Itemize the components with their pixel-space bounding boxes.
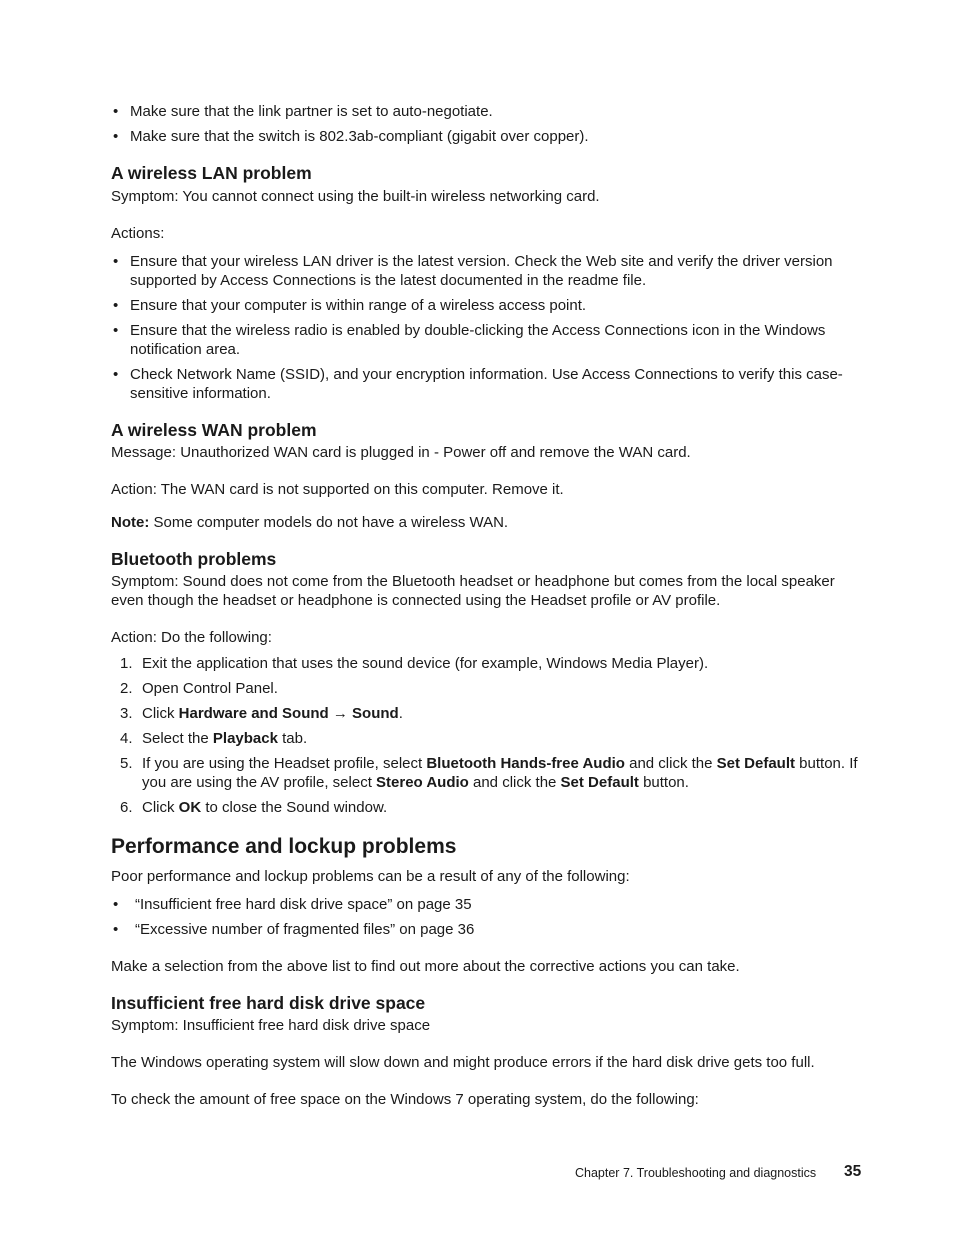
button-name-set-default: Set Default [716, 755, 796, 772]
step-number: 1. [120, 655, 133, 672]
step-text: and click the [468, 774, 561, 791]
step-text: Click [142, 705, 179, 722]
list-item: • Ensure that the wireless radio is enabled by double-clicking the Access Connections icon in the Windows notification area. [111, 321, 863, 359]
note-label: Note: [111, 514, 150, 531]
step-number: 5. [120, 755, 133, 772]
option-bluetooth-hands-free-audio: Bluetooth Hands-free Audio [426, 755, 625, 772]
link-fragmented-files[interactable]: • “Excessive number of fragmented files” on page 36 [111, 920, 863, 939]
section-heading-wireless-lan: A wireless LAN problem [111, 163, 312, 183]
step-text: and click the [624, 755, 717, 772]
step-text: tab. [277, 730, 308, 747]
step-3 [111, 704, 863, 723]
button-name-set-default: Set Default [560, 774, 639, 791]
symptom-text: Symptom: You cannot connect using the built-in wireless networking card. [111, 188, 600, 205]
section-heading-bluetooth: Bluetooth problems [111, 549, 277, 569]
paragraph: To check the amount of free space on the Windows 7 operating system, do the following: [111, 1091, 699, 1108]
step-text: Select the [142, 730, 213, 747]
actions-label: Actions: [111, 225, 165, 242]
menu-path-hardware-and-sound: Hardware and Sound [178, 705, 329, 722]
step-number: 6. [120, 799, 133, 816]
list-item: • Ensure that your computer is within range of a wireless access point. [111, 296, 863, 315]
link-insufficient-disk-space[interactable]: • “Insufficient free hard disk drive space” on page 35 [111, 895, 863, 914]
step-text: button. If you are using the AV profile, select [142, 755, 858, 791]
option-stereo-audio: Stereo Audio [376, 774, 469, 791]
section-heading-wireless-wan: A wireless WAN problem [111, 420, 317, 440]
list-item: • Ensure that your wireless LAN driver is the latest version. Check the Web site and verify the driver version supported by Access Connections is the latest documented in the readme file. [111, 252, 863, 290]
page-content [111, 100, 863, 1109]
step-number: 2. [120, 680, 133, 697]
step-text: . [398, 705, 403, 722]
step-text: Click [142, 799, 179, 816]
outro-text: Make a selection from the above list to find out more about the corrective actions you can take. [111, 958, 740, 975]
step-text: button. [638, 774, 689, 791]
section-heading-performance: Performance and lockup problems [111, 835, 457, 858]
step-text: to close the Sound window. [201, 799, 388, 816]
action-text: Action: The WAN card is not supported on this computer. Remove it. [111, 481, 564, 498]
tab-name-playback: Playback [212, 730, 278, 747]
button-name-ok: OK [178, 799, 202, 816]
step-number: 3. [120, 705, 133, 722]
step-text: Open Control Panel. [142, 680, 278, 697]
list-item: • Make sure that the link partner is set to auto-negotiate. [111, 102, 863, 121]
list-item: • Make sure that the switch is 802.3ab-compliant (gigabit over copper). [111, 127, 863, 146]
step-2 [111, 679, 863, 698]
menu-path-sound: Sound [352, 705, 399, 722]
intro-text: Poor performance and lockup problems can be a result of any of the following: [111, 868, 630, 885]
step-text: Exit the application that uses the sound device (for example, Windows Media Player). [142, 655, 709, 672]
list-item: • Check Network Name (SSID), and your encryption information. Use Access Connections to verify this case-sensitive information. [111, 365, 863, 403]
page-number: 35 [844, 1163, 862, 1180]
step-5 [111, 754, 863, 792]
symptom-text: Symptom: Sound does not come from the Bluetooth headset or headphone but comes from the local speaker even though the headset or headphone is connected using the Headset profile or AV profile. [111, 573, 835, 609]
message-text: Message: Unauthorized WAN card is plugged in - Power off and remove the WAN card. [111, 444, 691, 461]
step-1 [111, 654, 863, 673]
symptom-text: Symptom: Insufficient free hard disk drive space [111, 1017, 431, 1034]
action-label: Action: Do the following: [111, 629, 272, 646]
note [111, 513, 863, 532]
step-text: If you are using the Headset profile, select [142, 755, 427, 772]
note-text: Some computer models do not have a wireless WAN. [149, 514, 509, 531]
footer-chapter: Chapter 7. Troubleshooting and diagnostics [575, 1166, 817, 1180]
paragraph: The Windows operating system will slow down and might produce errors if the hard disk drive gets too full. [111, 1054, 815, 1071]
arrow-right-icon: → [328, 705, 353, 722]
step-6 [111, 798, 863, 817]
step-4 [111, 729, 863, 748]
section-heading-disk-space: Insufficient free hard disk drive space [111, 993, 426, 1013]
step-number: 4. [120, 730, 133, 747]
